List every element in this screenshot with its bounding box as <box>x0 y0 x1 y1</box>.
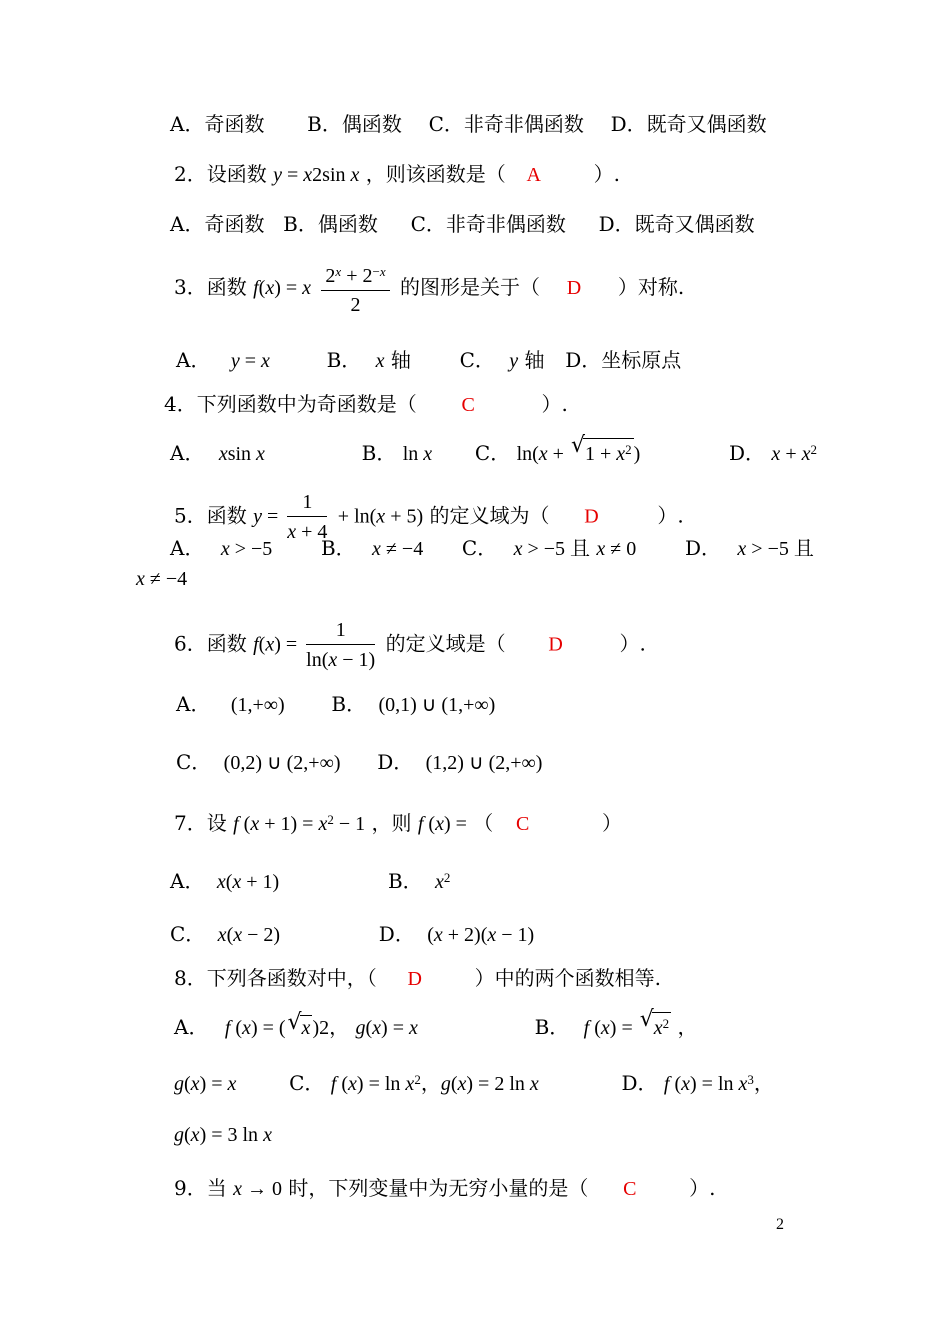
q8-options-bc: g(x) = x C． f $(x) = \ln x^2$，g(x) = 2 ln x D． f $(x) = \ln x^3$， <box>174 1071 774 1095</box>
q8-option-b: B． <box>534 1015 570 1039</box>
q1-option-c: C．非奇非偶函数 <box>428 112 584 136</box>
q7-option-b: B． <box>387 869 423 893</box>
q4-option-a: A． <box>170 441 205 465</box>
q6-option-a: A． <box>176 692 211 716</box>
q9-answer: C <box>623 1178 637 1200</box>
q6-option-c: C． <box>176 750 212 774</box>
q5-prefix: 5．函数 <box>174 503 247 528</box>
q6-fraction: $\frac{1}{\ln(x - 1)}$ <box>306 619 376 671</box>
q6-options-cd: C． (0,2) ∪ (2,+∞) D． (1,2) ∪ (2,+∞) <box>176 750 543 774</box>
q8-option-a: A． <box>174 1015 209 1039</box>
q2-option-d: D．既奇又偶函数 <box>598 212 755 236</box>
q2-answer: A <box>526 164 541 186</box>
q1-options <box>170 112 767 136</box>
q3-option-b-text: 轴 <box>390 348 411 372</box>
q4-answer: C <box>461 394 475 416</box>
q5-stem: 5．函数 y = $\frac{1}{x + 4}$ + ln(x + 5) 的定义域为（ D ）. <box>174 491 684 543</box>
q3-fraction: $\frac{2^x + 2^{-x}}{2}$ <box>321 260 389 317</box>
q7-answer: C <box>515 813 530 835</box>
q6-stem: 6．函数 f(x) = $\frac{1}{\ln(x - 1)}$ 的定义域是（ D ）. <box>174 619 646 671</box>
q8-option-d: D． <box>621 1071 658 1095</box>
q7-options-ab: A． x(x + 1) B． $x^2$ <box>170 869 451 893</box>
q5-option-b: B． <box>320 536 356 560</box>
q7-close: ） <box>602 811 623 835</box>
q8b-sqrt: √ $x^2$ <box>639 1007 670 1039</box>
q2-close: ）. <box>593 162 620 186</box>
q7-suffix: （ <box>473 811 494 835</box>
q7-option-c: C． <box>170 922 206 946</box>
q8-options-d-wrap: g(x) = 3 ln x <box>174 1124 272 1146</box>
q5-option-a: A． <box>170 536 205 560</box>
q8-options-ab: A． f (x) = ( √ x )2， g(x) = x B． f (x) = √ $x^2$ ， <box>174 1007 698 1039</box>
q3-option-c-text: 轴 <box>524 348 545 372</box>
q2-suffix: ，则该函数是（ <box>365 162 506 186</box>
q4-close: ）. <box>541 392 568 416</box>
q1-option-b: B．偶函数 <box>307 112 402 136</box>
q7-prefix: 7．设 <box>174 811 227 835</box>
q5-fraction: $\frac{1}{x + 4}$ <box>287 491 328 543</box>
q6-suffix: 的定义域是（ <box>385 631 506 656</box>
q7-options-cd: C． x(x − 2) D． (x + 2)(x − 1) <box>170 922 535 946</box>
q2-option-a: A．奇函数 <box>170 212 265 236</box>
q2-option-b: B．偶函数 <box>283 212 378 236</box>
q3-option-b: B． <box>326 348 362 372</box>
q4-option-c: C． <box>474 441 511 465</box>
q6-prefix: 6．函数 <box>174 631 247 656</box>
q7-option-a: A． <box>170 869 205 893</box>
q3-options: A． y = x B． x 轴 C． y 轴 D．坐标原点 <box>176 348 682 372</box>
q1-option-d: D．既奇又偶函数 <box>610 112 767 136</box>
q3-option-a: A． <box>176 348 211 372</box>
q5-option-c: C． <box>461 536 498 560</box>
q7-option-d: D． <box>378 922 415 946</box>
q2-stem: 2．设函数 y = x2sin x ，则该函数是（ A ）. <box>174 162 620 186</box>
q2-prefix: 2．设函数 <box>174 162 267 186</box>
q3-option-d: D．坐标原点 <box>565 348 682 372</box>
q2-options <box>170 212 755 236</box>
q8-prefix: 8．下列各函数对中，（ <box>174 966 377 990</box>
q4-prefix: 4．下列函数中为奇函数是（ <box>164 392 417 416</box>
q8a-sqrt: √ x <box>287 1010 311 1039</box>
q6-option-b: B． <box>331 692 367 716</box>
q5-options: A． x > −5 B． x ≠ −4 C． x > −5 且 x ≠ 0 D． x > −5 且 <box>170 536 814 560</box>
q6-option-d: D． <box>377 750 414 774</box>
q5-options-wrap: x ≠ −4 <box>136 568 188 590</box>
q9-close: ）. <box>689 1176 716 1200</box>
q6-close: ）. <box>619 631 646 656</box>
q8-answer: D <box>407 968 422 990</box>
q5-option-d-and: 且 <box>793 536 814 560</box>
q2-formula: y <box>273 164 282 186</box>
q8-option-c: C． <box>289 1071 325 1095</box>
q1-option-a: A．奇函数 <box>170 112 265 136</box>
q3-close: ）对称. <box>617 275 685 299</box>
q4-stem <box>164 392 568 417</box>
q9-prefix: 9．当 <box>174 1176 227 1200</box>
q9-stem: 9．当 x → 0 时，下列变量中为无穷小量的是（ C ）. <box>174 1176 716 1200</box>
q5-option-c-and: 且 <box>570 536 591 560</box>
q5-suffix: 的定义域为（ <box>429 503 550 528</box>
q3-stem: 3．函数 f(x) = x $\frac{2^x + 2^{-x}}{2}$ 的图形是关于（ D ）对称. <box>174 260 684 317</box>
q6-answer: D <box>548 633 563 656</box>
q7-mid: ，则 <box>371 811 412 835</box>
q5-close: ）. <box>657 503 684 528</box>
q4-option-d: D． <box>729 441 766 465</box>
q6-options-ab: A． (1,+∞) B． (0,1) ∪ (1,+∞) <box>176 692 496 716</box>
q2-option-c: C．非奇非偶函数 <box>410 212 566 236</box>
q3-suffix: 的图形是关于（ <box>399 275 540 299</box>
q3-answer: D <box>566 277 582 299</box>
q4-options: A． xsin x B． ln x C． ln(x + √ $1 + x^2$ ) D． $x + x^2$ <box>170 433 817 465</box>
q5-option-d: D． <box>685 536 722 560</box>
q4-sqrt: √ $1 + x^2$ <box>570 433 632 465</box>
q3-option-c: C． <box>459 348 495 372</box>
q8-close: ）中的两个函数相等. <box>474 966 661 990</box>
q7-stem: 7．设 f $(x + 1) = x^2 - 1$ ，则 f (x) = （ C ） <box>174 811 623 835</box>
q3-prefix: 3．函数 <box>174 275 247 299</box>
page-number: 2 <box>776 1216 784 1233</box>
q5-answer: D <box>584 505 599 528</box>
q8-stem <box>174 966 661 991</box>
q4-option-b: B． <box>361 441 397 465</box>
q9-suffix: 时，下列变量中为无穷小量的是（ <box>288 1176 589 1200</box>
